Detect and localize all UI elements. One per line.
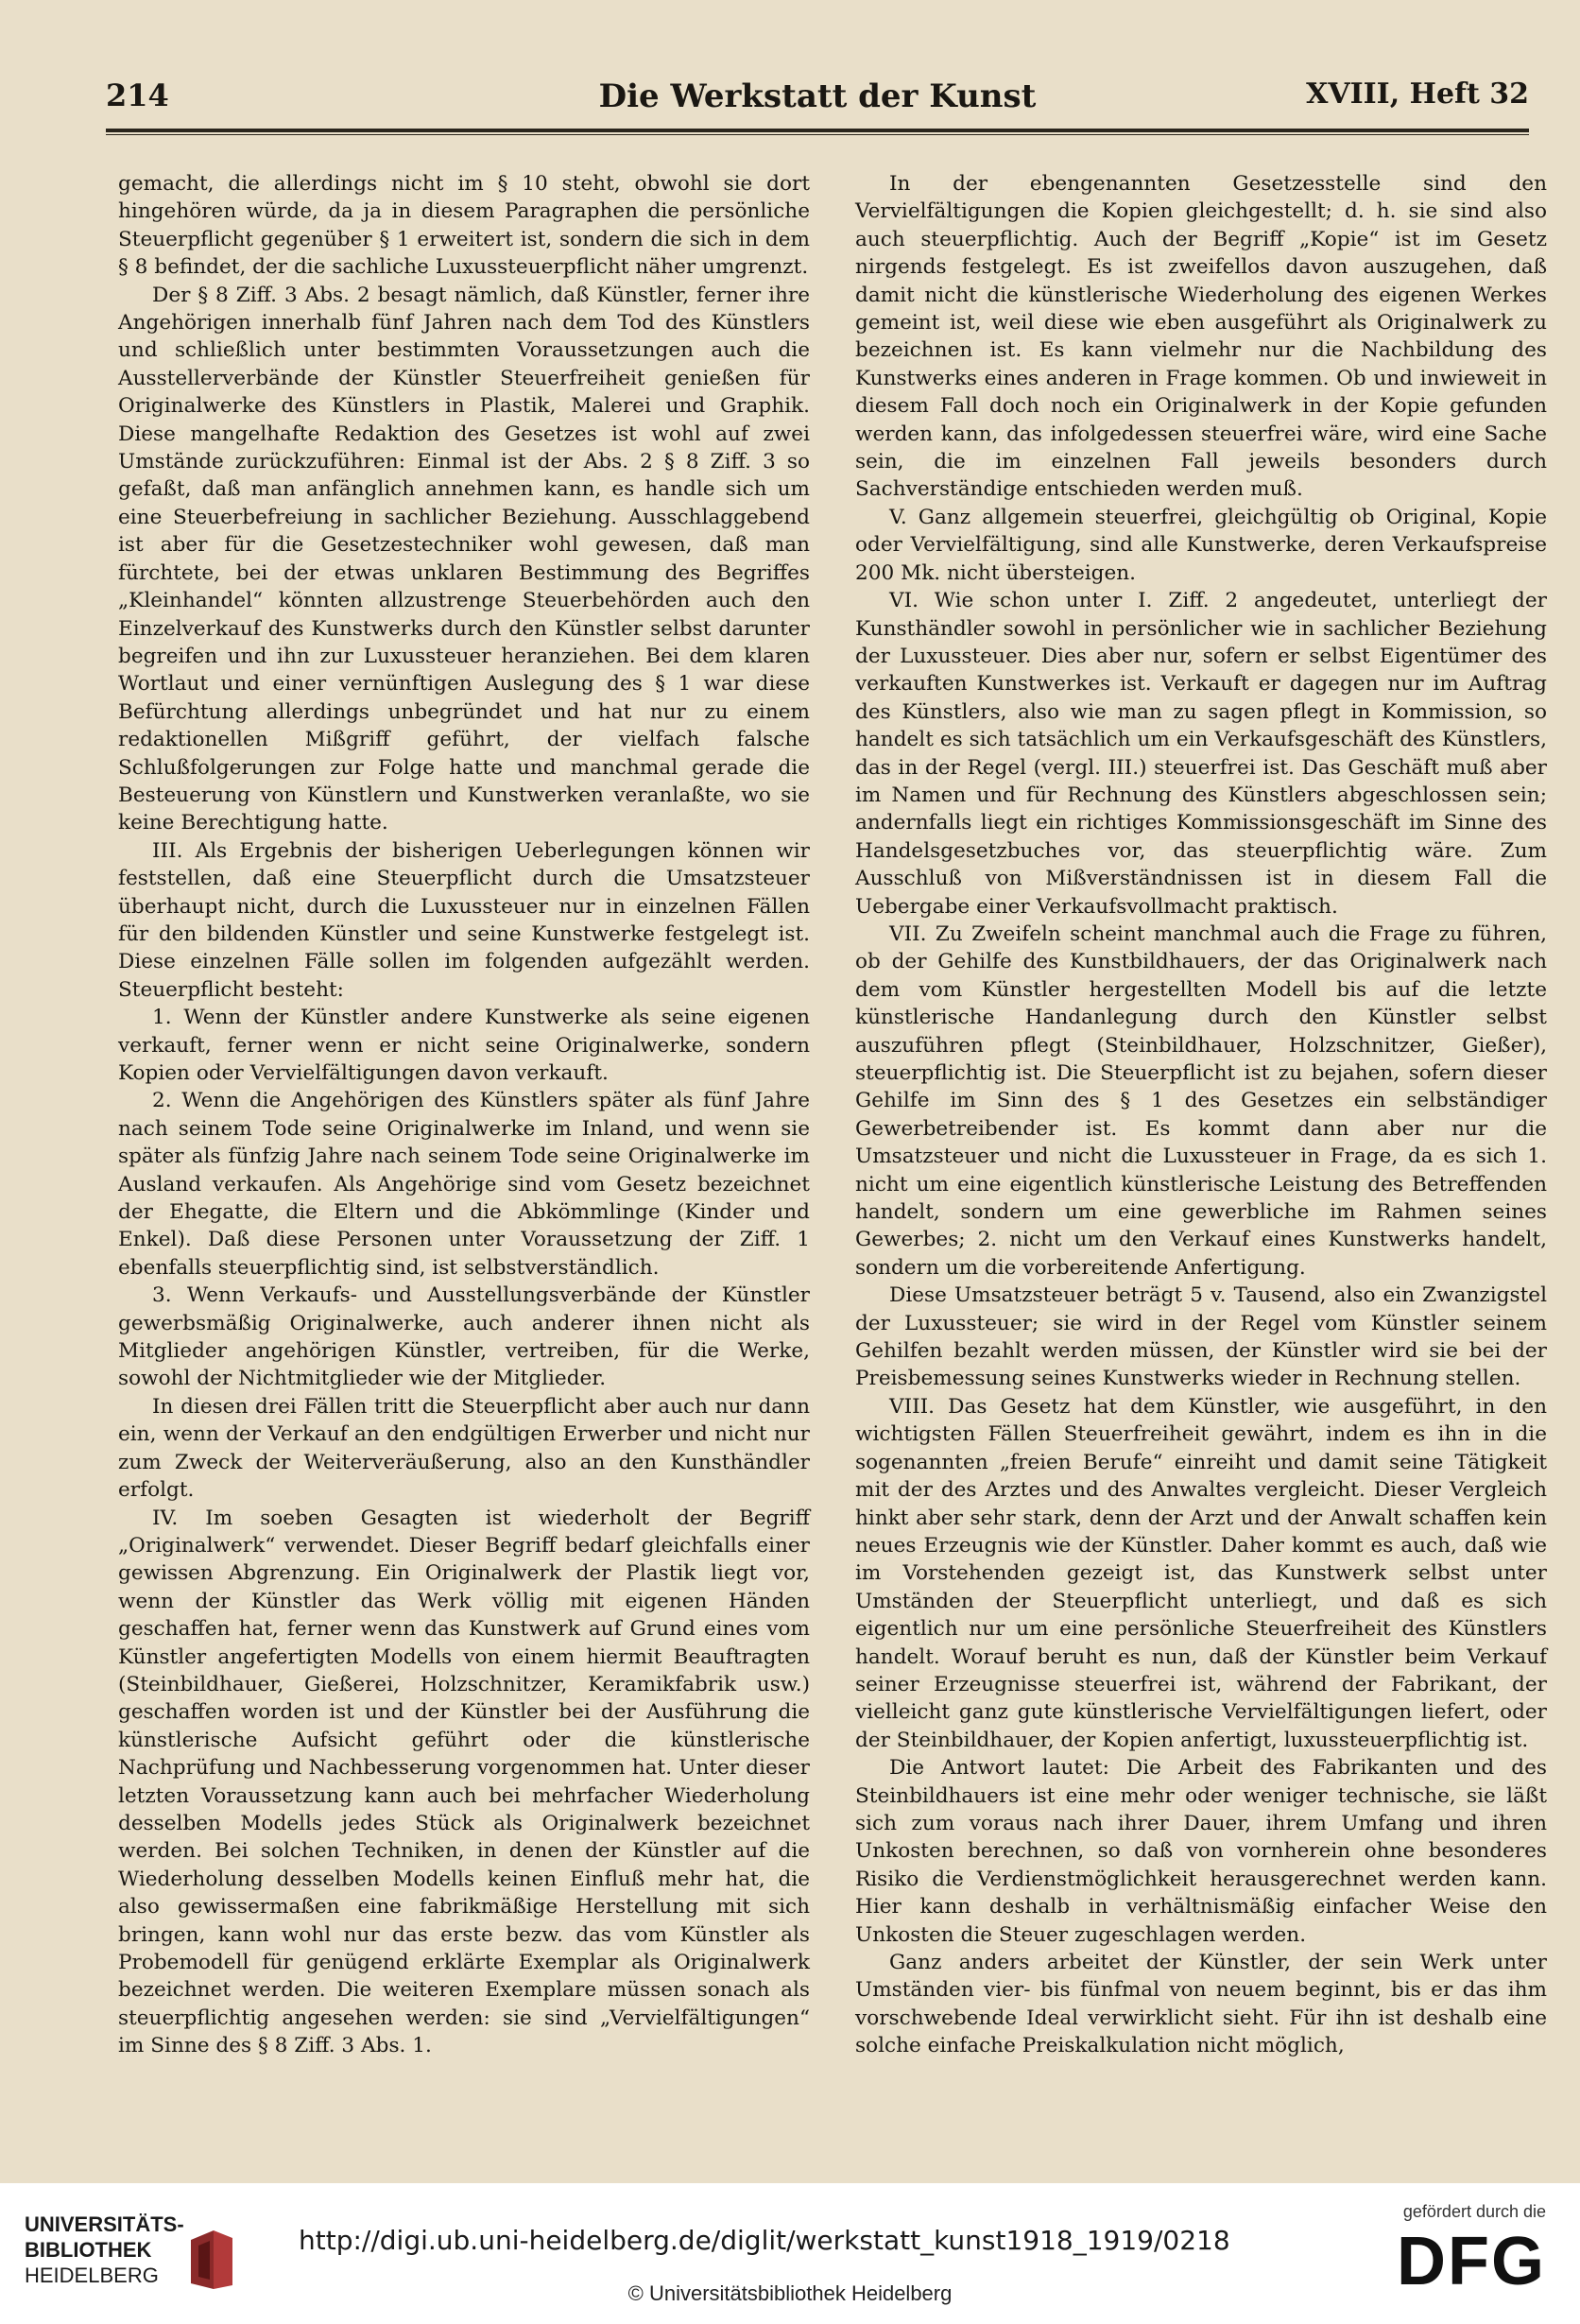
paragraph: Ganz anders arbeitet der Künstler, der sein Werk unter Umständen vier- bis fünfmal von neuem beginnt, bis er das ihm vorschwebende Ideal verwirklicht sieht. Für ihn ist deshalb eine solche einfache Preiskalkulation nicht möglich, [855,1951,1547,2058]
paragraph: 3. Wenn Verkaufs- und Ausstellungsverbände der Künstler gewerbsmäßig Originalwerke, auch anderer ihnen nicht als Mitglieder angehörigen Künstler, vertreiben, für die Werke, sowohl der Nichtmitglieder wie der Mitglieder. [118,1283,810,1391]
paragraph: VII. Zu Zweifeln scheint manchmal auch die Frage zu führen, ob der Gehilfe des Kunstbildhauers, der das Originalwerk nach dem vom Künstler hergestellten Modell bis auf die letzte künstlerische Handanlegung durch den Künstler selbst auszuführen pflegt (Steinbildhauer, Holzschnitzer, Gießer), steuerpflichtig ist. Die Steuerpflicht ist zu bejahen, sofern dieser Gehilfe im Sinn des § 1 des Gesetzes ein selbständiger Gewerbetreibender ist. Es kommt dann aber nur die Umsatzsteuer und nicht die Luxussteuer in Frage, da es sich 1. nicht um eine eigentlich künstlerische Leistung des Betreffenden handelt, sondern um eine gewerbliche im Rahmen seines Gewerbes; 2. nicht um den Verkauf eines Kunstwerks handelt, sondern um die vorbereitende Anfertigung. [855,921,1547,1280]
permalink-url[interactable]: http://digi.ub.uni-heidelberg.de/diglit/werkstatt_kunst1918_1919/0218 [299,2225,1230,2256]
journal-title: Die Werkstatt der Kunst [598,77,1037,115]
paragraph: Diese Umsatzsteuer beträgt 5 v. Tausend, also ein Zwanzigstel der Luxussteuer; sie wird in der Regel vom Künstler seinem Gehilfen bezahlt werden müssen, der Künstler wird sie bei der Preisbemessung seines Kunstwerks wieder in Rechnung stellen. [855,1283,1547,1391]
paragraph: In der ebengenannten Gesetzesstelle sind den Vervielfältigungen die Kopien gleichgestellt; d. h. sie sind also auch steuerpflichtig. Auch der Begriff „Kopie“ ist im Gesetz nirgends festgelegt. Es ist zweifellos davon auszugehen, daß damit nicht die künstlerische Wiederholung des eigenen Werkes gemeint ist, weil diese wie eben ausgeführt als Originalwerk zu bezeichnen ist. Es kann vielmehr nur die Nachbildung des Kunstwerks eines anderen in Frage kommen. Ob und inwieweit in diesem Fall doch noch ein Originalwerk in der Kopie gefunden werden kann, das infolgedessen steuerfrei wäre, wird eine Sache sein, die im einzelnen Fall jeweils besonders durch Sachverständige entschieden werden muß. [855,172,1547,502]
paragraph: VIII. Das Gesetz hat dem Künstler, wie ausgeführt, in den wichtigsten Fällen Steuerfreiheit gewährt, indem es ihn in die sogenannten „freien Berufe“ einreiht und damit seine Tätigkeit mit der des Arztes und des Anwaltes vergleicht. Dieser Vergleich hinkt aber sehr stark, denn der Arzt und der Anwalt schaffen kein neues Erzeugnis wie der Künstler. Daher kommt es auch, daß wie im Vorstehenden gezeigt ist, das Kunstwerk selbst unter Umständen der Steuerpflicht unterliegt, und daß es sich eigentlich nur um eine persönliche Steuerfreiheit des Künstlers handelt. Worauf beruht es nun, daß der Künstler beim Verkauf seiner Erzeugnisse steuerfrei ist, während der Fabrikant, der vielleicht ganz gute künstlerische Vervielfältigungen liefert, oder der Steinbildhauer, der Kopien anfertigt, luxussteuerpflichtig ist. [855,1394,1547,1752]
paragraph: gemacht, die allerdings nicht im § 10 steht, obwohl sie dort hingehören würde, da ja in diesem Paragraphen die persönliche Steuerpflicht gegenüber § 1 erweitert ist, sondern die sich in dem § 8 befindet, der die sachliche Luxussteuerpflicht näher umgrenzt. [118,172,810,280]
running-header [106,72,1529,129]
paragraph: Die Antwort lautet: Die Arbeit des Fabrikanten und des Steinbildhauers ist eine mehr oder weniger technische, sie läßt sich zum voraus nach ihrer Dauer, ihrem Umfang und ihren Unkosten berechnen, so daß von vornherein ohne besonderes Risiko die Verdienstmöglichkeit herausgerechnet werden kann. Hier kann deshalb in verhältnismäßig einfacher Weise den Unkosten die Steuer zugeschlagen werden. [855,1756,1547,1947]
left-text-column [118,170,810,2060]
library-name [25,2212,184,2288]
paragraph: Der § 8 Ziff. 3 Abs. 2 besagt nämlich, daß Künstler, ferner ihre Angehörigen innerhalb fünf Jahren nach dem Tod des Künstlers und schließlich unter bestimmten Voraussetzungen auch die Ausstellerverbände der Künstler Steuerfreiheit genießen für Originalwerke des Künstlers in Plastik, Malerei und Graphik. Diese mangelhafte Redaktion des Gesetzes ist wohl auf zwei Umstände zurückzuführen: Einmal ist der Abs. 2 § 8 Ziff. 3 so gefaßt, daß man anfänglich annehmen kann, es handle sich um eine Steuerbefreiung in sachlicher Beziehung. Ausschlaggebend ist aber für die Gesetzestechniker wohl gewesen, daß man fürchtete, bei der etwas unklaren Bestimmung des Begriffes „Kleinhandel“ könnten allzustrenge Steuerbehörden auch den Einzelverkauf des Kunstwerks durch den Künstler selbst darunter begreifen und ihn zur Luxussteuer heranziehen. Bei dem klaren Wortlaut und einer vernünftigen Auslegung des § 1 war diese Befürchtung allerdings unbegründet und hat nur zu einem redaktionellen Mißgriff geführt, der vielfach falsche Schlußfolgerungen zur Folge hatte und manchmal gerade die Besteuerung von Künstlern und Kunstwerken veranlaßte, wo sie keine Berechtigung hatte. [118,283,810,835]
right-text-column [855,170,1547,2060]
library-name-line3: HEIDELBERG [25,2264,159,2287]
paragraph: VI. Wie schon unter I. Ziff. 2 angedeutet, unterliegt der Kunsthändler sowohl in persönlicher wie in sachlicher Beziehung der Luxussteuer. Dies aber nur, sofern er selbst Eigentümer des verkauften Kunstwerkes ist. Verkauft er dagegen nur im Auftrag des Künstlers, also wie man zu sagen pflegt in Kommission, so handelt es sich tatsächlich um ein Verkaufsgeschäft des Künstlers, das in der Regel (vergl. III.) steuerfrei ist. Das Geschäft muß aber im Namen und für Rechnung des Künstlers abgeschlossen sein; andernfalls liegt ein richtiges Kommissionsgeschäft im Sinne des Handelsgesetzbuches vor, das steuerpflichtig wäre. Zum Ausschluß von Mißverständnissen ist in diesem Fall die Uebergabe einer Verkaufsvollmacht praktisch. [855,589,1547,919]
issue-label: XVIII, Heft 32 [1306,77,1529,111]
library-name-line2: BIBLIOTHEK [25,2238,152,2262]
header-rule [106,129,1529,132]
paragraph: V. Ganz allgemein steuerfrei, gleichgültig ob Original, Kopie oder Vervielfältigung, sind alle Kunstwerke, deren Verkaufspreise 200 Mk. nicht übersteigen. [855,505,1547,585]
paragraph: 1. Wenn der Künstler andere Kunstwerke als seine eigenen verkauft, ferner wenn er nicht seine Originalwerke, sondern Kopien oder Vervielfältigungen davon verkauft. [118,1006,810,1085]
paragraph: IV. Im soeben Gesagten ist wiederholt der Begriff „Originalwerk“ verwendet. Dieser Begriff bedarf gleichfalls einer gewissen Abgrenzung. Ein Originalwerk der Plastik liegt vor, wenn der Künstler das Werk völlig mit eigenen Händen geschaffen hat, ferner wenn das Kunstwerk auf Grund eines vom Künstler angefertigten Modells von einem hiermit Beauftragten (Steinbildhauer, Gießerei, Holzschnitzer, Keramikfabrik usw.) geschaffen worden ist und der Künstler bei der Ausführung die künstlerische Aufsicht geführt oder die künstlerische Nachprüfung und Nachbesserung vorgenommen hat. Unter dieser letzten Voraussetzung kann auch bei mehrfacher Wiederholung desselben Modells jedes Stück als Originalwerk bezeichnet werden. Bei solchen Techniken, in denen der Künstler auf die Wiederholung desselben Modells keinen Einfluß mehr hat, die also gewissermaßen eine fabrikmäßige Herstellung mit sich bringen, kann wohl nur das erste bezw. das vom Künstler als Probemodell für genügend erklärte Exemplar als Originalwerk bezeichnet werden. Die weiteren Exemplare müssen sonach als steuerpflichtig angesehen werden: sie sind „Vervielfältigungen“ im Sinne des § 8 Ziff. 3 Abs. 1. [118,1506,810,2058]
page-number: 214 [106,77,169,113]
paragraph: III. Als Ergebnis der bisherigen Ueberlegungen können wir feststellen, daß eine Steuerpflicht durch die Umsatzsteuer überhaupt nicht, durch die Luxussteuer nur in einzelnen Fällen für den bildenden Künstler und seine Kunstwerke festgelegt ist. Diese einzelnen Fälle sollen im folgenden aufgezählt werden. Steuerpflicht besteht: [118,838,810,1002]
dfg-wordmark: DFG [1397,2224,1546,2299]
dfg-logo[interactable] [1357,2202,1546,2306]
paragraph: 2. Wenn die Angehörigen des Künstlers später als fünf Jahre nach seinem Tode seine Originalwerke im Inland, und wenn sie später als fünfzig Jahre nach seinem Tode seine Originalwerke im Ausland verkaufen. Als Angehörige sind vom Gesetz bezeichnet der Ehegatte, die Eltern und die Abkömmlinge (Kinder und Enkel). Daß diese Personen unter Voraussetzung der Ziff. 1 ebenfalls steuerpflichtig sind, ist selbstverständlich. [118,1089,810,1280]
digitization-footer [0,2183,1580,2324]
copyright-notice: © Universitätsbibliothek Heidelberg [627,2281,953,2305]
header-rule-thin [106,134,1529,135]
library-name-line1: UNIVERSITÄTS- [25,2212,184,2236]
funding-label: gefördert durch die [1402,2202,1546,2221]
paragraph: In diesen drei Fällen tritt die Steuerpflicht aber auch nur dann ein, wenn der Verkauf an den endgültigen Erwerber und nicht nur zum Zweck der Weiterveräußerung, also an den Kunsthändler erfolgt. [118,1394,810,1503]
